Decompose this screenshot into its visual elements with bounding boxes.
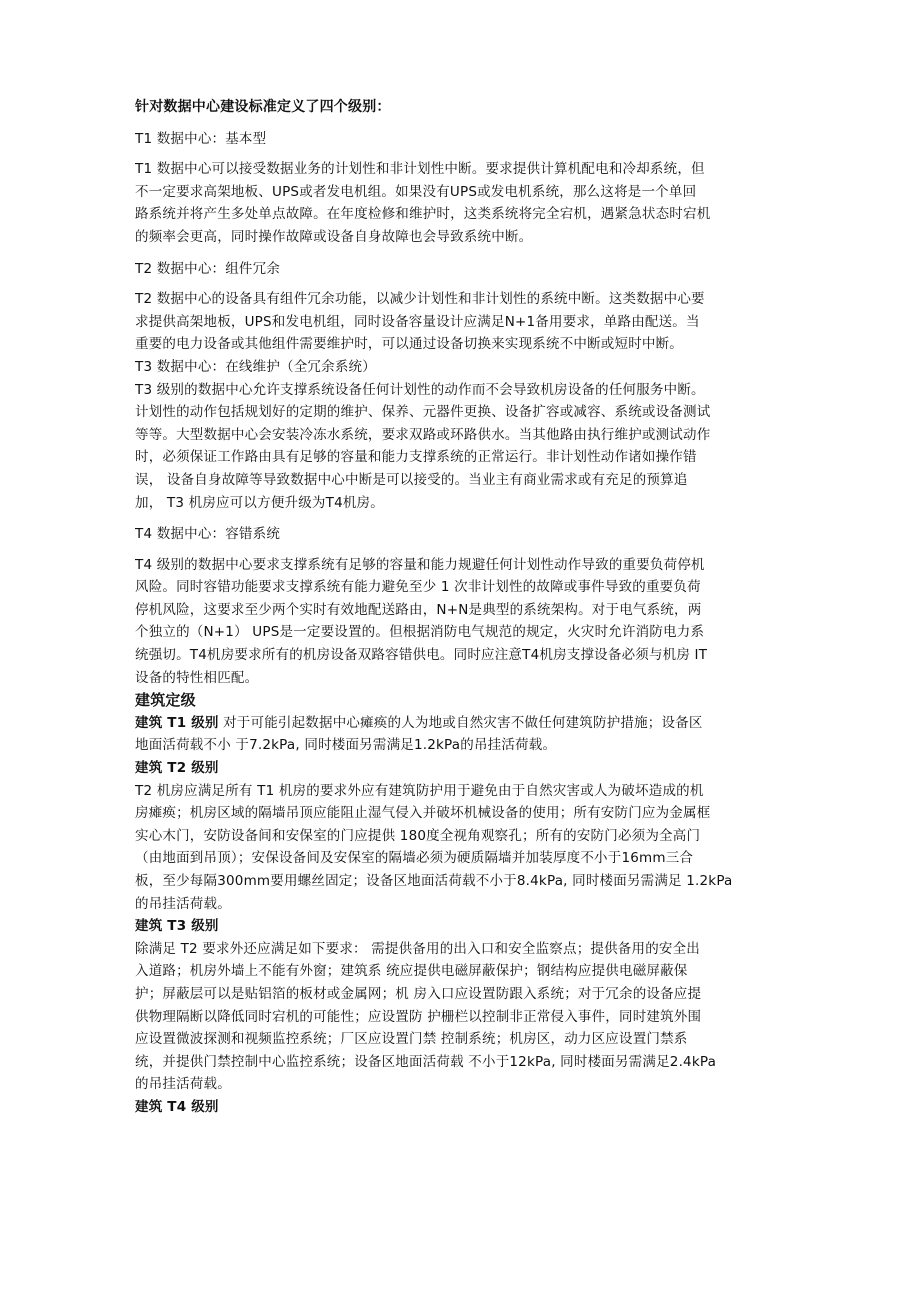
text-line: T4 级别的数据中心要求支撑系统有足够的容量和能力规避任何计划性动作导致的重要负荷停机: [135, 556, 705, 573]
tier-title-t3: T3 数据中心：在线维护（全冗余系统）: [135, 358, 376, 375]
text-line: 应设置微波探测和视频监控系统；厂区应设置门禁 控制系统；机房区，动力区应设置门禁系: [135, 1031, 688, 1048]
section-title-building: 建筑定级: [135, 691, 196, 710]
text-line: 个独立的（N+1） UPS是一定要设置的。但根据消防电气规范的规定，火灾时允许消防电力系: [135, 624, 705, 641]
text-line: 入道路；机房外墙上不能有外窗；建筑系 统应提供电磁屏蔽保护；钢结构应提供电磁屏蔽保: [135, 963, 688, 980]
text-line: 不一定要求高架地板、UPS或者发电机组。如果没有UPS或发电机系统，那么这将是一个单回: [135, 183, 697, 200]
document-page: [135, 96, 787, 1119]
text-line: （由地面到吊顶）；安保设备间及安保室的隔墙必须为硬质隔墙并加装厚度不小于16mm三合: [135, 850, 694, 867]
building-t4-title: 建筑 T4 级别: [135, 1098, 219, 1115]
text-line: [135, 712, 787, 735]
text-line: 的频率会更高，同时操作故障或设备自身故障也会导致系统中断。: [135, 228, 533, 245]
text-line: T1 数据中心可以接受数据业务的计划性和非计划性中断。要求提供计算机配电和冷却系统，但: [135, 161, 705, 178]
building-t1-lead: 建筑 T1 级别: [135, 714, 219, 731]
text-line: 除满足 T2 要求外还应满足如下要求： 需提供备用的出入口和安全监察点；提供备用的安全出: [135, 940, 701, 957]
tier-title-t1: T1 数据中心：基本型: [135, 130, 267, 147]
text-line: 板，至少每隔300mm要用螺丝固定；设备区地面活荷载不小于8.4kPa, 同时楼面另需满足 1.2kPa: [135, 873, 733, 889]
text-line: 加， T3 机房应可以方便升级为T4机房。: [135, 494, 384, 511]
text-line: 时，必须保证工作路由具有足够的容量和能力支撑系统的正常运行。非计划性动作诸如操作错: [135, 449, 697, 466]
text-span: 对于可能引起数据中心瘫痪的人为地或自然灾害不做任何建筑防护措施；设备区: [218, 714, 703, 731]
tier-title-t2: T2 数据中心：组件冗余: [135, 260, 281, 277]
tier-body-t1: [135, 158, 787, 248]
text-line: 重要的电力设备或其他组件需要维护时，可以通过设备切换来实现系统不中断或短时中断。: [135, 336, 683, 353]
building-t2-title: 建筑 T2 级别: [135, 760, 219, 777]
text-line: 计划性的动作包括规划好的定期的维护、保养、元器件更换、设备扩容或减容、系统或设备测试: [135, 404, 711, 421]
text-line: T2 数据中心的设备具有组件冗余功能，以减少计划性和非计划性的系统中断。这类数据中心要: [135, 291, 705, 308]
tier-body-t3: [135, 379, 787, 515]
building-t3-title: 建筑 T3 级别: [135, 918, 219, 935]
text-line: 风险。同时容错功能要求支撑系统有能力避免至少 1 次非计划性的故障或事件导致的重要负荷: [135, 579, 701, 596]
text-line: 地面活荷载不小 于7.2kPa, 同时楼面另需满足1.2kPa的吊挂活荷载。: [135, 737, 557, 754]
text-line: 供物理隔断以降低同时宕机的可能性；应设置防 护栅栏以控制非正常侵入事件，同时建筑外围: [135, 1008, 702, 1025]
text-line: 实心木门，安防设备间和安保室的门应提供 180度全视角观察孔；所有的安防门必须为全高门: [135, 827, 701, 844]
text-line: 求提供高架地板，UPS和发电机组，同时设备容量设计应满足N+1备用要求，单路由配送。当: [135, 313, 700, 330]
text-line: 房瘫痪；机房区域的隔墙吊顶应能阻止湿气侵入并破坏机械设备的使用；所有安防门应为金属框: [135, 805, 711, 822]
text-line: 统强切。T4机房要求所有的机房设备双路容错供电。同时应注意T4机房支撑设备必须与机房 IT: [135, 647, 708, 664]
tier-body-t2: [135, 288, 787, 356]
tier-body-t4: [135, 554, 787, 690]
text-line: 统，并提供门禁控制中心监控系统；设备区地面活荷载 不小于12kPa, 同时楼面另需满足2.4kPa: [135, 1053, 717, 1070]
building-t2: [135, 780, 787, 916]
text-line: 护；屏蔽层可以是贴铝箔的板材或金属网；机 房入口应设置防跟入系统；对于冗余的设备应提: [135, 985, 702, 1002]
building-t1: [135, 712, 787, 757]
building-t3: [135, 938, 787, 1096]
text-line: 误， 设备自身故障等导致数据中心中断是可以接受的。当业主有商业需求或有充足的预算追: [135, 471, 688, 488]
text-line: 设备的特性相匹配。: [135, 669, 259, 686]
tier-title-t4: T4 数据中心：容错系统: [135, 526, 281, 543]
text-line: 的吊挂活荷载。: [135, 895, 231, 912]
text-line: 等等。大型数据中心会安装冷冻水系统，要求双路或环路供水。当其他路由执行维护或测试动作: [135, 426, 711, 443]
text-line: 停机风险，这要求至少两个实时有效地配送路由，N+N是典型的系统架构。对于电气系统，两: [135, 601, 702, 618]
text-line: T3 级别的数据中心允许支撑系统设备任何计划性的动作而不会导致机房设备的任何服务中断。: [135, 381, 705, 398]
intro-heading: 针对数据中心建设标准定义了四个级别：: [135, 99, 391, 115]
text-line: 的吊挂活荷载。: [135, 1076, 231, 1093]
text-line: 路系统并将产生多处单点故障。在年度检修和维护时，这类系统将完全宕机，遇紧急状态时宕机: [135, 206, 711, 223]
text-line: T2 机房应满足所有 T1 机房的要求外应有建筑防护用于避免由于自然灾害或人为破坏造成的机: [135, 782, 704, 799]
